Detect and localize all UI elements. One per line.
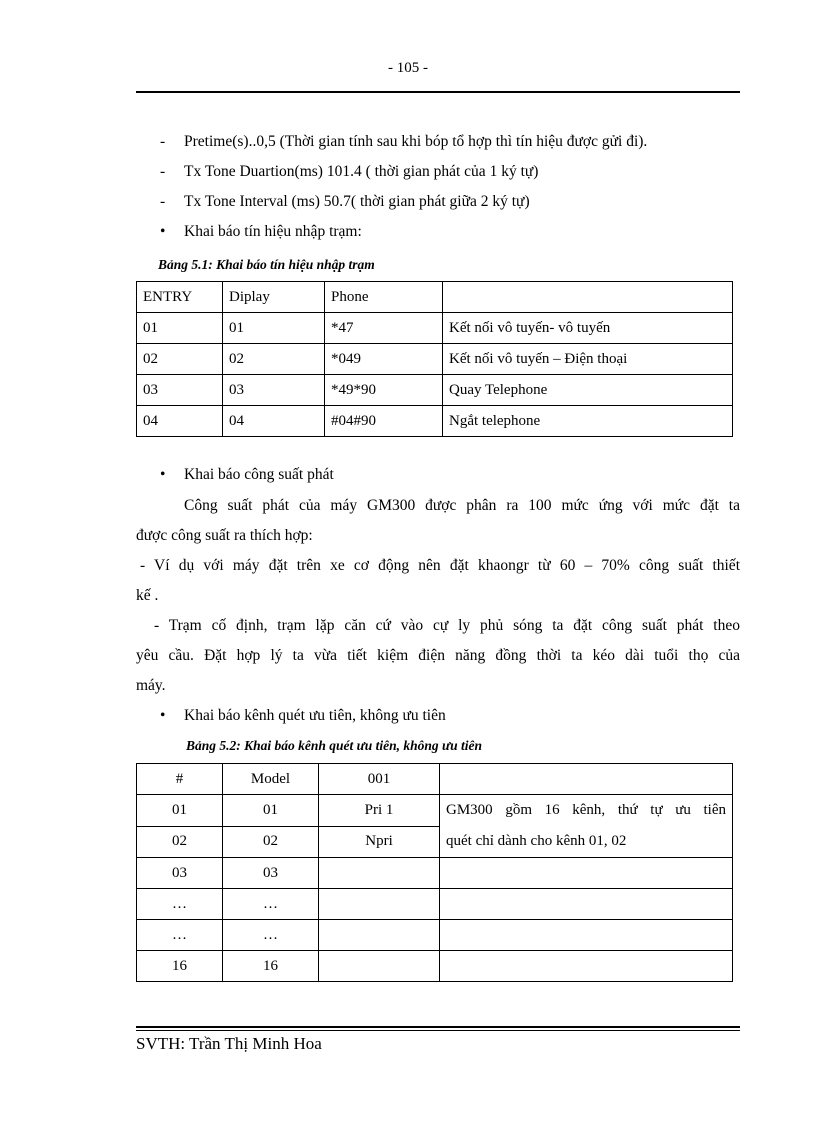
table-cell: 02 <box>137 344 223 375</box>
footer-author: SVTH: Trần Thị Minh Hoa <box>136 1034 322 1053</box>
table-cell <box>440 889 733 920</box>
table-cell: #04#90 <box>325 406 443 437</box>
table-cell: … <box>223 920 319 951</box>
footer-rule <box>136 1026 740 1028</box>
table1 <box>136 281 733 437</box>
table-cell: Phone <box>325 282 443 313</box>
paragraph-line: máy. <box>136 677 166 694</box>
table-cell: 02 <box>137 826 223 858</box>
dash-marker: - <box>160 193 166 210</box>
table-row <box>137 920 733 951</box>
table2-caption: Bảng 5.2: Khai báo kênh quét ưu tiên, không ưu tiên <box>186 738 482 753</box>
footer-rule <box>136 1030 740 1031</box>
table-note-cell <box>440 795 733 858</box>
table-row <box>137 313 733 344</box>
list-item-text: Khai báo tín hiệu nhập trạm: <box>184 223 362 240</box>
table2 <box>136 763 733 982</box>
header-rule <box>136 91 740 93</box>
paragraph-line: - Trạm cố định, trạm lặp căn cứ vào cự ly phủ sóng ta đặt công suất phát theo <box>154 617 740 634</box>
list-item <box>160 707 446 725</box>
table-cell: Ngắt telephone <box>443 406 733 437</box>
table-row <box>137 406 733 437</box>
table-cell: … <box>137 889 223 920</box>
table-cell: … <box>137 920 223 951</box>
bullet-icon: • <box>160 466 166 483</box>
table-row <box>137 344 733 375</box>
list-item-text: Khai báo công suất phát <box>184 466 334 483</box>
table-row <box>137 858 733 889</box>
table-cell: # <box>137 764 223 795</box>
list-item-text: Tx Tone Interval (ms) 50.7( thời gian phát giữa 2 ký tự) <box>184 193 530 210</box>
table-cell: 16 <box>137 951 223 982</box>
table-cell: *49*90 <box>325 375 443 406</box>
paragraph-line: yêu cầu. Đặt hợp lý ta vừa tiết kiệm điện năng đồng thời ta kéo dài tuổi thọ của <box>136 647 740 664</box>
table-cell: … <box>223 889 319 920</box>
table-cell: *47 <box>325 313 443 344</box>
bullet-icon: • <box>160 223 166 240</box>
table-cell <box>319 858 440 889</box>
table-cell: Diplay <box>223 282 325 313</box>
table-cell <box>440 951 733 982</box>
table-cell: 01 <box>137 795 223 827</box>
table-cell: 16 <box>223 951 319 982</box>
table-cell <box>319 889 440 920</box>
table-row <box>137 764 733 795</box>
table-row <box>137 375 733 406</box>
list-item-text: Khai báo kênh quét ưu tiên, không ưu tiên <box>184 707 446 724</box>
list-item <box>160 163 538 181</box>
table-cell: 03 <box>137 858 223 889</box>
table-cell: Kết nối vô tuyến- vô tuyến <box>443 313 733 344</box>
table-cell: *049 <box>325 344 443 375</box>
bullet-icon: • <box>160 707 166 724</box>
paragraph-line: được công suất ra thích hợp: <box>136 527 313 544</box>
table-row <box>137 889 733 920</box>
table-cell: 02 <box>223 344 325 375</box>
table-cell: 04 <box>137 406 223 437</box>
table-row <box>137 282 733 313</box>
dash-marker: - <box>160 133 166 150</box>
table-cell: 03 <box>223 858 319 889</box>
paragraph-line: - Ví dụ với máy đặt trên xe cơ động nên đặt khaongr từ 60 – 70% công suất thiết <box>140 557 740 574</box>
table-cell: 01 <box>137 313 223 344</box>
note-line: quét chỉ dành cho kênh 01, 02 <box>446 833 627 849</box>
table1-caption: Bảng 5.1: Khai báo tín hiệu nhập trạm <box>158 257 375 272</box>
table-cell: Pri 1 <box>319 795 440 827</box>
table-cell: 02 <box>223 826 319 858</box>
page-number: - 105 - <box>388 60 428 76</box>
table-cell: Model <box>223 764 319 795</box>
table-cell: 01 <box>223 313 325 344</box>
table-row <box>137 951 733 982</box>
list-item <box>160 223 362 241</box>
dash-marker: - <box>160 163 166 180</box>
table-cell: ENTRY <box>137 282 223 313</box>
table-cell: 01 <box>223 795 319 827</box>
table-cell: 03 <box>223 375 325 406</box>
list-item <box>160 133 647 151</box>
table-cell <box>443 282 733 313</box>
table-cell: Npri <box>319 826 440 858</box>
table-cell: 001 <box>319 764 440 795</box>
table-cell: 03 <box>137 375 223 406</box>
table-cell: Quay Telephone <box>443 375 733 406</box>
table-cell <box>440 858 733 889</box>
table-cell: 04 <box>223 406 325 437</box>
paragraph-line: kế . <box>136 587 159 604</box>
table-cell <box>319 920 440 951</box>
note-line: GM300 gồm 16 kênh, thứ tự ưu tiên <box>446 802 726 818</box>
list-item-text: Tx Tone Duartion(ms) 101.4 ( thời gian phát của 1 ký tự) <box>184 163 539 180</box>
list-item-text: Pretime(s)..0,5 (Thời gian tính sau khi bóp tổ hợp thì tín hiệu được gửi đi). <box>184 133 648 150</box>
paragraph-line: Công suất phát của máy GM300 được phân ra 100 mức ứng với mức đặt ta <box>184 497 740 514</box>
table-row <box>137 795 733 827</box>
table-cell <box>319 951 440 982</box>
table-cell <box>440 920 733 951</box>
list-item <box>160 193 530 211</box>
list-item <box>160 466 334 484</box>
table-cell <box>440 764 733 795</box>
table-cell: Kết nối vô tuyến – Điện thoại <box>443 344 733 375</box>
